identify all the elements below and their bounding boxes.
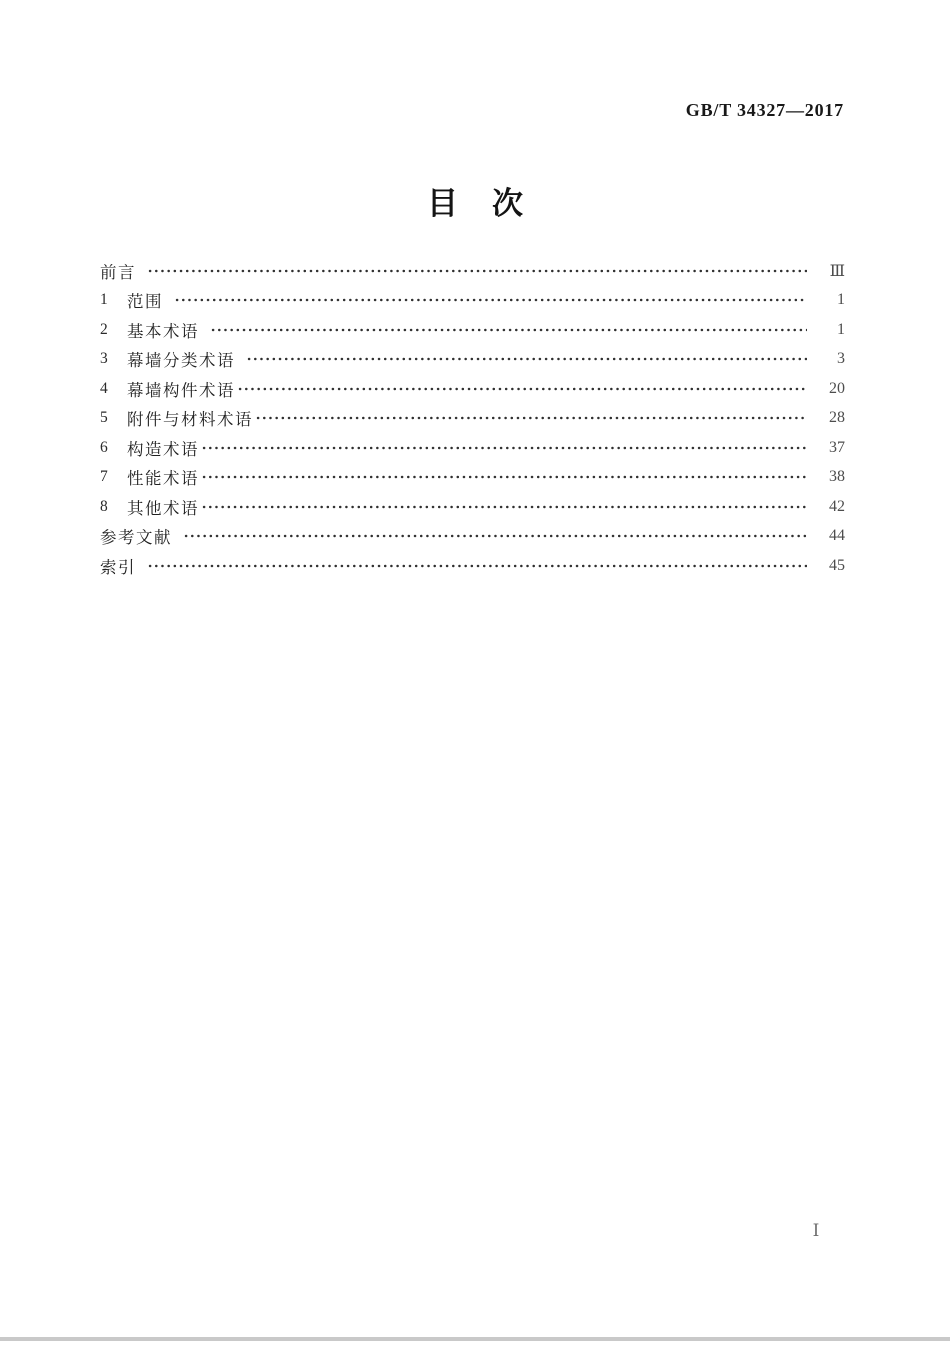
- toc-entry-page: 1: [837, 291, 845, 309]
- toc-entry-label: 幕墙分类术语: [127, 351, 235, 371]
- dotted-leader: [237, 374, 807, 404]
- toc-entry-number: 2: [100, 320, 108, 338]
- toc-entry-page: 1: [837, 320, 845, 338]
- toc-entry-label: 基本术语: [127, 321, 199, 341]
- toc-entry: [100, 404, 845, 434]
- toc-entry-page: 28: [829, 409, 845, 427]
- toc-entry-number: 1: [100, 291, 108, 309]
- toc-entry-page: 44: [829, 527, 845, 545]
- toc-entry: [100, 551, 845, 581]
- toc-entry-label: 性能术语: [127, 469, 199, 489]
- toc-entry-label: 构造术语: [127, 439, 199, 459]
- toc-entry-label: 其他术语: [127, 498, 199, 518]
- toc-entry-number: 3: [100, 350, 108, 368]
- toc-entry: [100, 492, 845, 522]
- toc-entry-page: 3: [837, 350, 845, 368]
- toc-entry: [100, 433, 845, 463]
- dotted-leader: [201, 492, 807, 522]
- toc-entry: [100, 345, 845, 375]
- toc-entry-number: 5: [100, 409, 108, 427]
- toc-entry-label: 附件与材料术语: [127, 410, 253, 430]
- toc-entry-label: 前言: [100, 262, 136, 282]
- toc-entry: [100, 463, 845, 493]
- toc-entry: [100, 315, 845, 345]
- dotted-leader: [201, 463, 807, 493]
- toc-entry: [100, 286, 845, 316]
- toc-entry: [100, 522, 845, 552]
- toc-entry-page: 37: [829, 438, 845, 456]
- dotted-leader: [183, 522, 807, 552]
- toc-entry-page: 20: [829, 379, 845, 397]
- toc-entry-page: Ⅲ: [829, 262, 845, 280]
- toc-entry: [100, 256, 845, 286]
- dotted-leader: [246, 345, 807, 375]
- toc-entry-number: 6: [100, 438, 108, 456]
- dotted-leader: [210, 315, 807, 345]
- dotted-leader: [174, 286, 807, 316]
- dotted-leader: [201, 433, 807, 463]
- toc-entry-label: 参考文献: [100, 528, 172, 548]
- toc-entry-page: 42: [829, 497, 845, 515]
- toc-entry: [100, 374, 845, 404]
- footer-page-number: Ⅰ: [812, 1221, 820, 1240]
- toc-entry-number: 4: [100, 379, 108, 397]
- page-title: 目次: [426, 186, 558, 221]
- table-of-contents: [100, 256, 845, 581]
- toc-entry-number: 8: [100, 497, 108, 515]
- scan-edge-strip: [0, 1337, 950, 1341]
- dotted-leader: [147, 551, 807, 581]
- toc-entry-page: 38: [829, 468, 845, 486]
- toc-entry-number: 7: [100, 468, 108, 486]
- dotted-leader: [147, 256, 807, 286]
- toc-entry-page: 45: [829, 556, 845, 574]
- toc-entry-label: 幕墙构件术语: [127, 380, 235, 400]
- toc-entry-label: 索引: [100, 557, 136, 577]
- dotted-leader: [255, 404, 807, 434]
- standard-doc-number: GB/T 34327—2017: [685, 100, 844, 120]
- toc-entry-label: 范围: [127, 292, 163, 312]
